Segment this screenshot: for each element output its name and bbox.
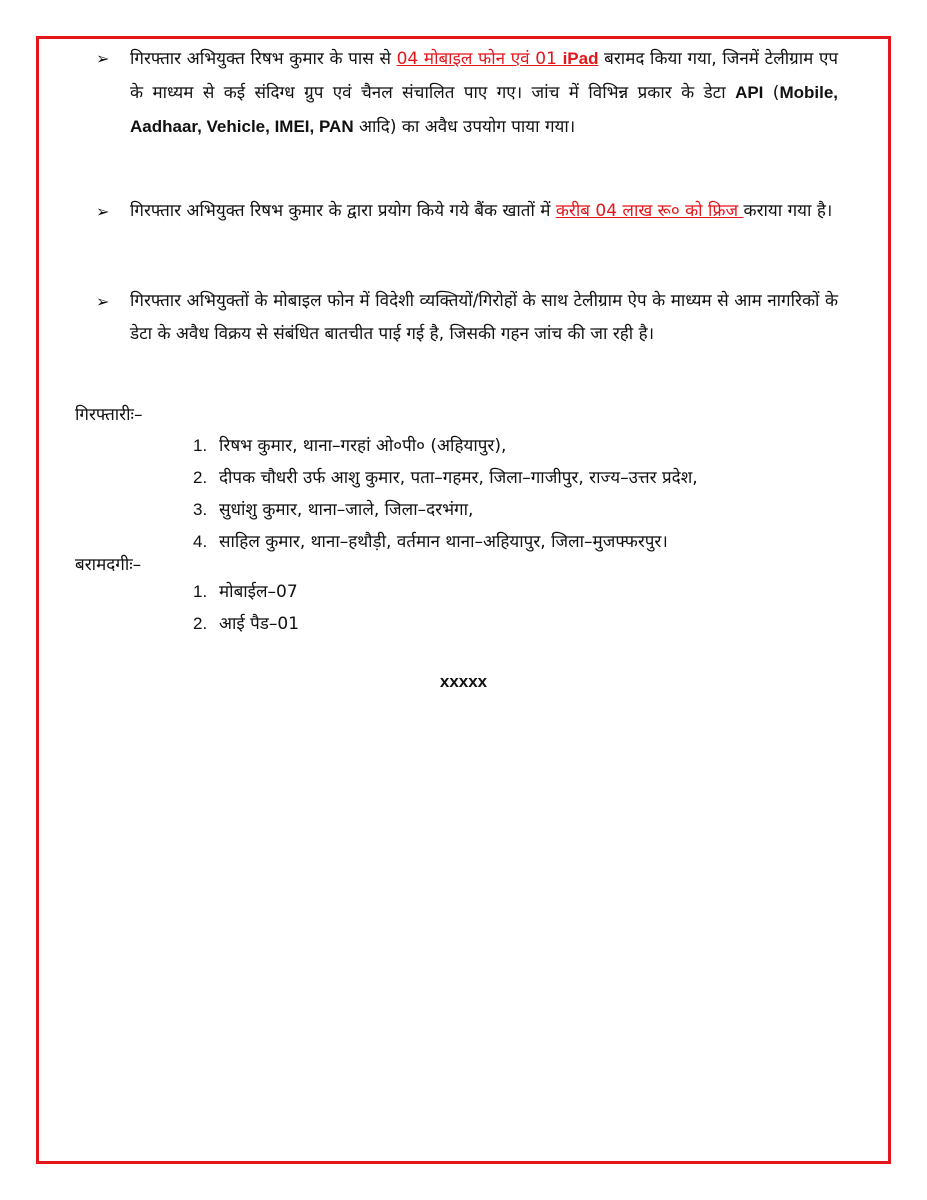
text-run: बरामद किया गया, जिनमें टेलीग्राम एप के माध्यम से कई संदिग्ध ग्रुप एवं चैनल संचालित पाए गए। जांच में विभिन्न प्रकार के डेटा <box>130 49 839 103</box>
list-item: 3. सुधांशु कुमार, थाना–जाले, जिला–दरभंगा, <box>193 500 474 520</box>
bullet-foreign-chats <box>96 285 838 351</box>
list-item: 4. साहिल कुमार, थाना–हथौड़ी, वर्तमान थाना–अहियापुर, जिला–मुजफ्फरपुर। <box>193 532 668 552</box>
bullet-recovery-details <box>96 42 838 144</box>
recovery-heading: बरामदगीः– <box>75 555 142 575</box>
bullet-bank-freeze <box>96 195 838 228</box>
arrests-heading: गिरफ्तारीः– <box>75 405 143 425</box>
text-run: गिरफ्तार अभियुक्तों के मोबाइल फोन में विदेशी व्यक्तियों/गिरोहों के साथ टेलीग्राम ऐप के माध्यम से आम नागरिकों के डेटा के अवैध विक्रय से संबंधित बातचीत पाई गई है, जिसकी गहन जांच की जा रही है। <box>130 291 838 344</box>
highlight-text: 04 मोबाइल फोन एवं 01 <box>396 49 563 69</box>
arrow-bullet-icon: ➢ <box>96 202 110 221</box>
text-run: गिरफ्तार अभियुक्त रिषभ कुमार के द्वारा प्रयोग किये गये बैंक खातों में <box>130 201 556 221</box>
text-run: आदि) का अवैध उपयोग पाया गया। <box>353 117 576 137</box>
text-run: कराया गया है। <box>743 201 833 221</box>
text-run: गिरफ्तार अभियुक्त रिषभ कुमार के पास से <box>130 49 397 69</box>
highlight-text: करीब 04 लाख रू० को फ्रिज <box>555 201 744 221</box>
bullet-text <box>130 42 838 144</box>
list-item: 2. आई पैड–01 <box>193 614 300 634</box>
highlight-text: Mobile, Aadhaar, Vehicle, IMEI, PAN <box>130 83 839 136</box>
arrow-bullet-icon: ➢ <box>96 49 110 68</box>
text-run: ( <box>763 83 780 103</box>
arrow-bullet-icon: ➢ <box>96 292 110 311</box>
recovery-list <box>193 576 299 640</box>
highlight-text: iPad <box>562 49 599 68</box>
list-item: 2. दीपक चौधरी उर्फ आशु कुमार, पता–गहमर, जिला–गाजीपुर, राज्य–उत्तर प्रदेश, <box>193 468 698 488</box>
bullet-text <box>130 285 838 351</box>
highlight-text: API <box>735 83 764 102</box>
end-mark: xxxxx <box>439 672 488 691</box>
bullet-text <box>130 195 838 228</box>
arrests-list <box>193 430 698 558</box>
list-item: 1. मोबाईल–07 <box>193 582 298 602</box>
list-item: 1. रिषभ कुमार, थाना–गरहां ओ०पी० (अहियापुर), <box>193 436 507 456</box>
